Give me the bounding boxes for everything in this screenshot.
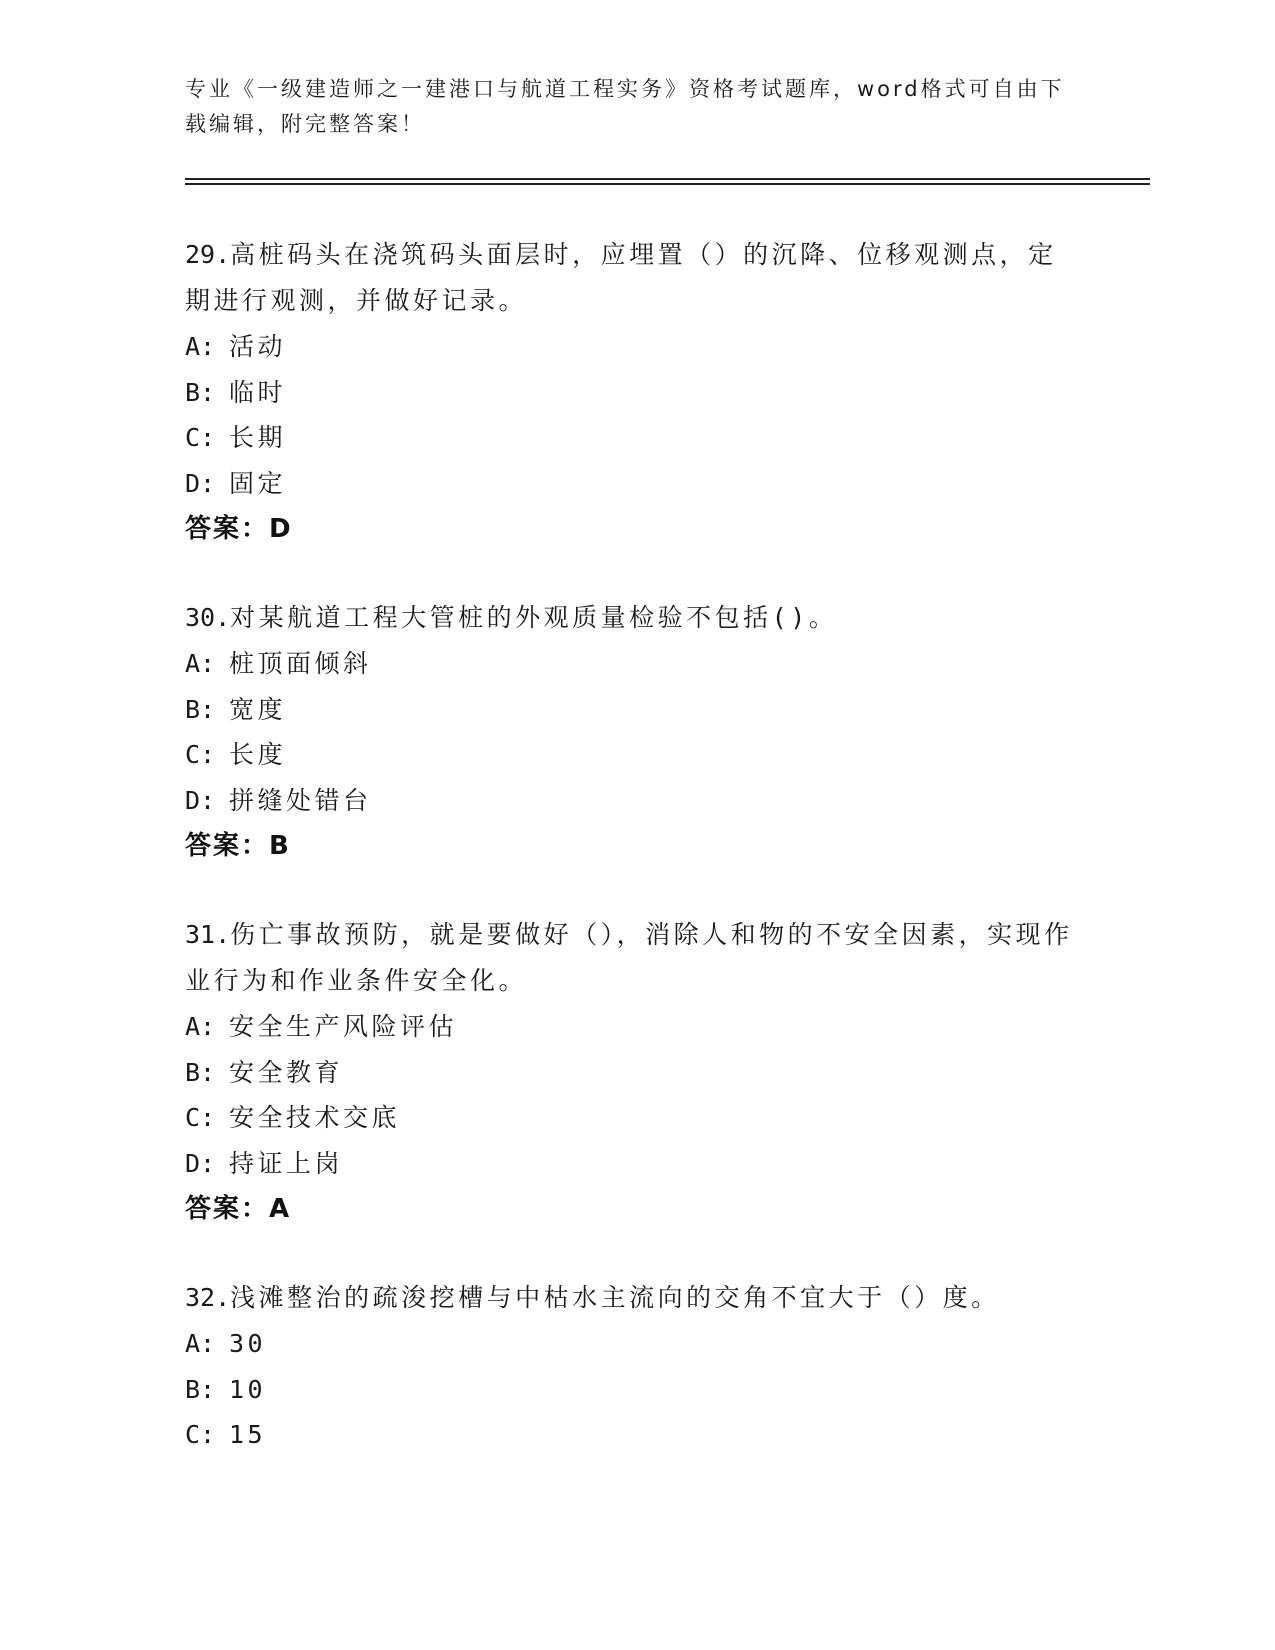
question-30 [185,595,1085,869]
option-text: 持证上岗 [229,1148,344,1178]
answer-line: 答案：B [185,831,291,861]
option-d [185,461,1085,507]
option-letter: A: [185,1329,216,1358]
option-text: 15 [229,1420,267,1449]
option-text: 长度 [229,740,287,769]
option-text: 10 [229,1374,267,1404]
option-letter: A: [185,332,216,361]
question-stem [185,912,1085,1004]
option-a [185,1321,1085,1367]
option-a [185,324,1085,370]
option-letter: B: [185,377,216,407]
question-number: 29. [185,240,231,269]
question-number: 31. [185,920,231,949]
question-text: 对某航道工程大管桩的外观质量检验不包括()。 [230,603,838,632]
option-b [185,1050,1085,1096]
question-stem [185,595,1085,641]
question-32 [185,1275,1085,1458]
option-text: 拼缝处错台 [229,785,372,815]
option-letter: B: [185,694,216,724]
option-letter: A: [185,649,216,678]
option-letter: D: [185,1148,216,1178]
option-text: 安全生产风险评估 [229,1012,458,1041]
option-b [185,687,1085,733]
option-letter: B: [185,1057,216,1087]
question-text: 伤亡事故预防，就是要做好（），消除人和物的不安全因素，实现作业行为和作业条件安全化。 [185,920,1073,995]
question-29 [185,232,1085,552]
option-c [185,732,1085,778]
question-stem [185,232,1085,324]
option-letter: B: [185,1374,216,1404]
question-number: 32. [185,1283,231,1312]
header-divider-top [185,178,1150,180]
option-c [185,1412,1085,1458]
option-letter: D: [185,785,216,815]
option-text: 安全教育 [229,1057,344,1087]
option-letter: C: [185,1420,216,1449]
option-text: 固定 [229,468,287,498]
option-letter: D: [185,468,216,498]
option-c [185,415,1085,461]
question-stem [185,1275,1085,1321]
question-text: 浅滩整治的疏浚挖槽与中枯水主流向的交角不宜大于（）度。 [230,1283,1000,1312]
option-b [185,1367,1085,1413]
option-letter: C: [185,423,216,452]
option-text: 长期 [229,423,287,452]
question-text: 高桩码头在浇筑码头面层时，应埋置（）的沉降、位移观测点，定期进行观测，并做好记录。 [185,240,1057,315]
question-number: 30. [185,603,231,632]
option-letter: C: [185,740,216,769]
option-text: 安全技术交底 [229,1103,401,1132]
option-text: 30 [229,1329,267,1358]
answer-line: 答案：D [185,514,293,544]
answer-line: 答案：A [185,1194,292,1224]
option-text: 临时 [229,377,287,407]
option-letter: A: [185,1012,216,1041]
option-a [185,641,1085,687]
option-c [185,1095,1085,1141]
option-text: 宽度 [229,694,287,724]
header-divider-bottom [185,183,1150,185]
option-a [185,1004,1085,1050]
option-d [185,778,1085,824]
option-b [185,370,1085,416]
page-header: 专业《一级建造师之一建港口与航道工程实务》资格考试题库，word格式可自由下载编辑，附完整答案！ [185,77,1065,136]
option-d [185,1141,1085,1187]
question-list [185,232,1085,1501]
option-text: 活动 [229,332,287,361]
option-letter: C: [185,1103,216,1132]
option-text: 桩顶面倾斜 [229,649,372,678]
question-31 [185,912,1085,1232]
